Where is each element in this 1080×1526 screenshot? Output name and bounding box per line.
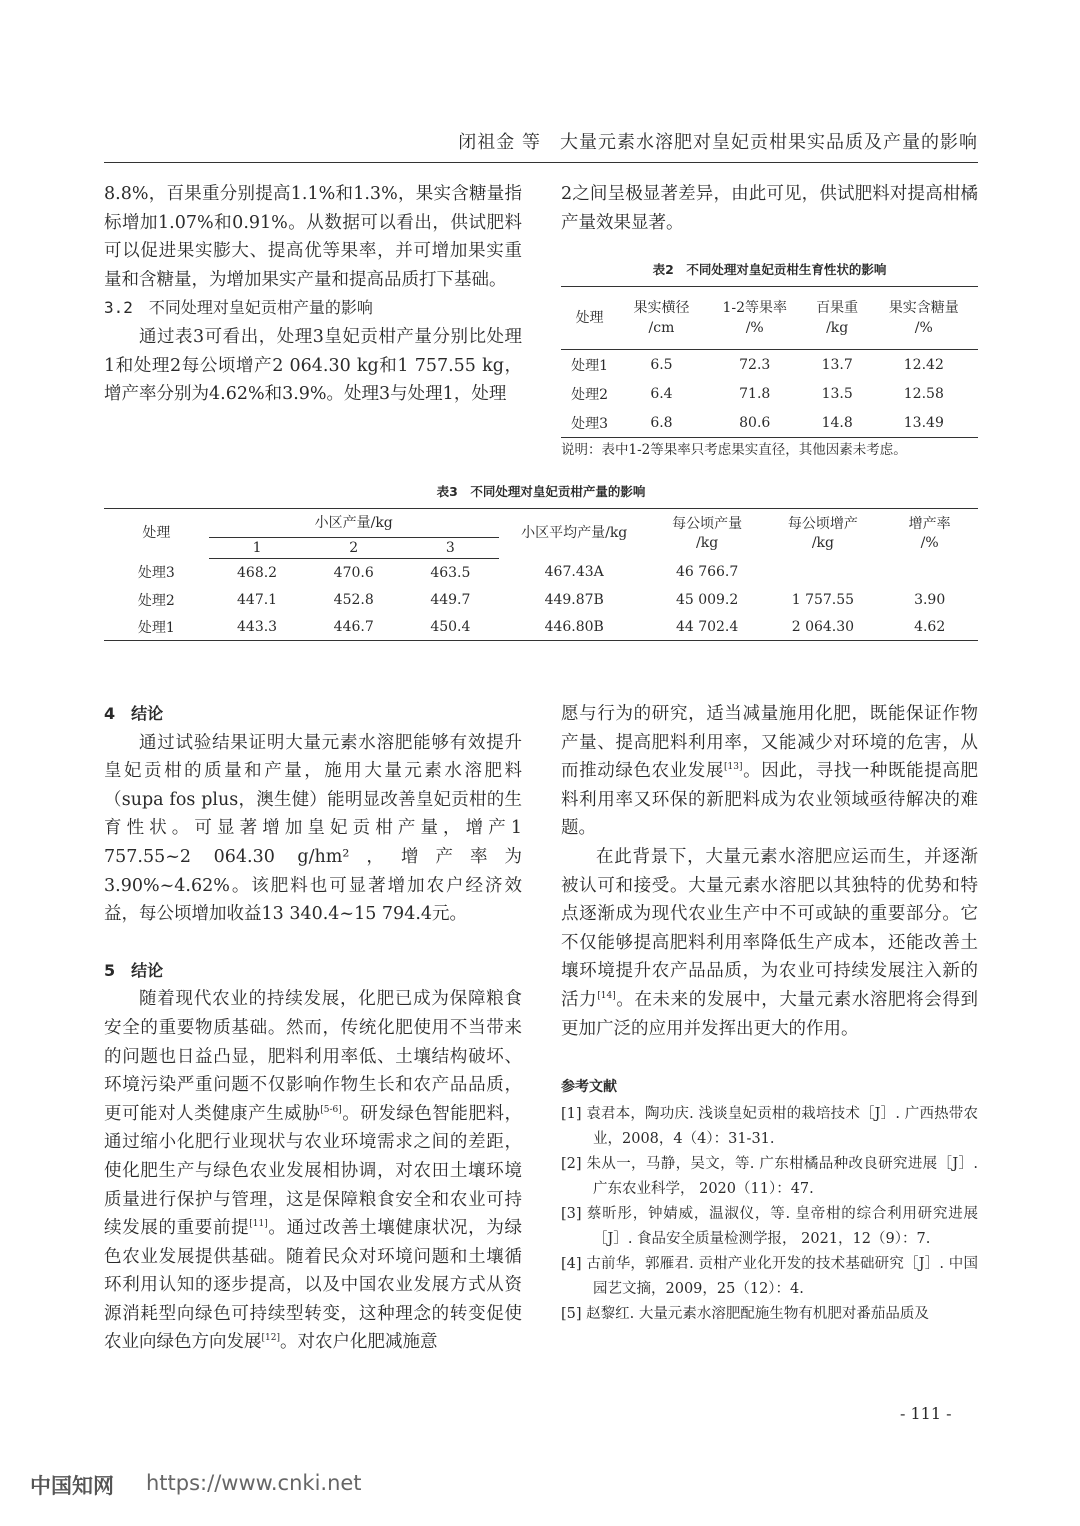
table3-header-avg: 小区平均产量/kg [521,525,628,542]
table2-caption: 表2 不同处理对皇妃贡柑生育性状的影响 [652,262,887,277]
paragraph: 2之间呈极显著差异，由此可见，供试肥料对提高柑橘产量效果显著。 [561,184,978,233]
reference-item: [3] 蔡昕彤，钟婧威，温淑仪，等. 皇帝柑的综合利用研究进展［J］. 食品安全质量检测学报， 2021，12（9）：7. [561,1205,978,1247]
table2-note: 说明：表中1-2等果率只考虑果实直径，其他因素未考虑。 [561,442,907,458]
reference-item: [5] 赵黎红. 大量元素水溶肥配施生物有机肥对番茄品质及 [561,1305,929,1322]
reference-item: [2] 朱从一，马静，吴文，等. 广东柑橘品种改良研究进展［J］. 广东农业科学， 2020（11）：47. [561,1155,978,1197]
source-url: https://www.cnki.net [146,1471,362,1495]
right-column-bottom [561,700,978,1327]
cnki-logo: 中国知网 [30,1474,114,1498]
table3: 处理 小区产量/kg 小区平均产量/kg 每公顷产量 /kg 每公顷增产 /kg 增产率 /% 1 2 3 处理3 468.2 470.6 463.5 467.43A 46 766.7 处理2 447.1 452.8 449.7 449.87B 45 009.2 1 757.55 3.90 处理1 443.3 446.7 450.4 446.80B 44 702.4 2 064.30 4.62 [104,508,978,641]
table-row: 处理1 443.3 446.7 450.4 446.80B 44 702.4 2 064.30 4.62 [137,618,946,636]
page-number: - 111 - [900,1404,952,1423]
section-heading-4: 4 结论 [104,704,164,723]
paragraph: 8.8%，百果重分别提高1.1%和1.3%，果实含糖量指标增加1.07%和0.91%。从数据可以看出，供试肥料可以促进果实膨大、提高优等果率，并可增加果实重量和含糖量，为增加果实产量和提高品质打下基础。 [104,184,522,290]
table2-header: 1-2等果率 /% [705,287,805,350]
paragraph: 在此背景下，大量元素水溶肥应运而生，并逐渐被认可和接受。大量元素水溶肥以其独特的优势和特点逐渐成为现代农业生产中不可或缺的重要部分。它不仅能够提高肥料利用率降低生产成本，还能改善土壤环境提升农产品品质，为农业可持续发展注入新的活力[14]。在未来的发展中，大量元素水溶肥将会得到更加广泛的应用并发挥出更大的作用。 [561,846,979,1039]
table3-header-perha: 每公顷产量 /kg [672,515,743,551]
table3-header-rate: 增产率 /% [908,515,951,551]
paragraph: 通过表3可看出，处理3皇妃贡柑产量分别比处理1和处理2每公顷增产2 064.30 kg和1 757.55 kg，增产率分别为4.62%和3.9%。处理3与处理1，处理 [104,326,522,405]
references-title: 参考文献 [561,1079,617,1096]
table3-header-plot: 小区产量/kg [314,514,393,531]
table2-header: 百果重 /kg [805,287,870,350]
table-row: 处理2 6.4 71.8 13.5 12.58 [571,385,944,403]
left-column-bottom [104,700,522,1357]
table3-header-increase: 每公顷增产 /kg [787,515,858,551]
table2-header: 果实含糖量 /% [870,287,978,350]
table2 [561,286,978,438]
right-column-top [561,180,978,237]
table-row: 处理2 447.1 452.8 449.7 449.87B 45 009.2 1 757.55 3.90 [137,591,946,609]
paragraph: 通过试验结果证明大量元素水溶肥能够有效提升皇妃贡柑的质量和产量，施用大量元素水溶肥料（supa fos plus，澳生健）能明显改善皇妃贡柑的生育性状。可显著增加皇妃贡柑产量，增产1 757.55~2 064.30 g/hm²，增产率为3.90%~4.62%。该肥料也可显著增加农户经济效益，每公顷增加收益13 340.4~15 794.4元。 [104,732,522,925]
table-row: 处理3 6.8 80.6 14.8 13.49 [571,414,944,432]
table-row: 处理3 468.2 470.6 463.5 467.43A 46 766.7 [137,564,739,582]
section-heading-3-2: 3.2 不同处理对皇妃贡柑产量的影响 [104,298,373,318]
paragraph: 随着现代农业的持续发展，化肥已成为保障粮食安全的重要物质基础。然而，传统化肥使用不当带来的问题也日益凸显，肥料利用率低、土壤结构破坏、环境污染严重问题不仅影响作物生长和农产品品质，更可能对人类健康产生威胁[5-6]。研发绿色智能肥料，通过缩小化肥行业现状与农业环境需求之间的差距，使化肥生产与绿色农业发展相协调，对农田土壤环境质量进行保护与管理，这是保障粮食安全和农业可持续发展的重要前提[11]。通过改善土壤健康状况，为绿色农业发展提供基础。随着民众对环境问题和土壤循环利用认知的逐步提高，以及中国农业发展方式从资源消耗型向绿色可持续型转变，这种理念的转变促使农业向绿色方向发展[12]。对农户化肥减施意 [104,989,523,1353]
table3-header-treatment: 处理 [142,525,171,542]
reference-item: [4] 古前华，郭雁君. 贡柑产业化开发的技术基础研究［J］. 中国园艺文摘，2009，25（12）：4. [561,1255,978,1297]
left-column-top [104,180,522,409]
table3-caption: 表3 不同处理对皇妃贡柑产量的影响 [436,484,646,499]
paragraph: 愿与行为的研究，适当减量施用化肥，既能保证作物产量、提高肥料利用率，又能减少对环境的危害，从而推动绿色农业发展[13]。因此，寻找一种既能提高肥料利用率又环保的新肥料成为农业领域亟待解决的难题。 [561,704,979,839]
running-header: 闭祖金 等 大量元素水溶肥对皇妃贡柑果实品质及产量的影响 [104,128,978,163]
table2-header: 果实横径 /cm [618,287,705,350]
table2-header-treatment: 处理 [561,287,618,350]
table-row: 处理1 6.5 72.3 13.7 12.42 [571,356,944,374]
reference-item: [1] 袁君本，陶功庆. 浅谈皇妃贡柑的栽培技术［J］. 广西热带农业，2008，4（4）：31-31. [561,1105,978,1147]
section-heading-5: 5 结论 [104,960,164,980]
